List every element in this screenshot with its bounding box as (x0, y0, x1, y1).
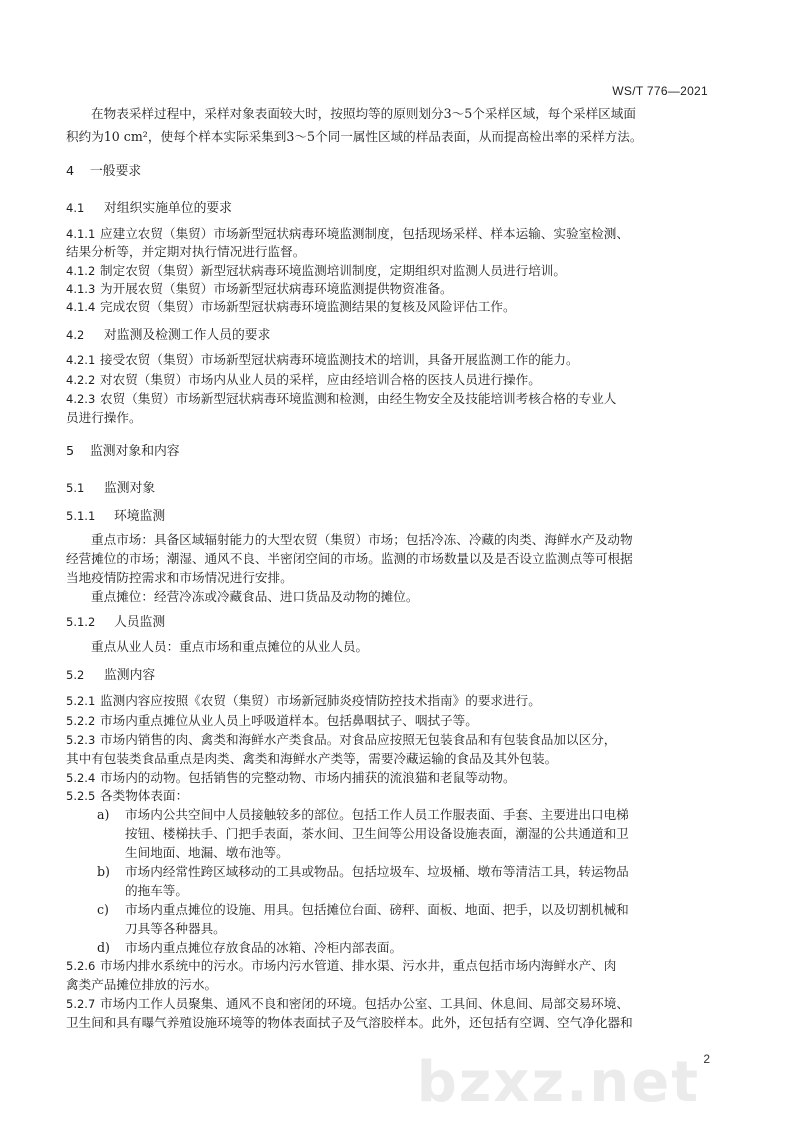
clause-text: 应建立农贸（集贸）市场新型冠状病毒环境监测制度，包括现场采样、样本运输、实验室检测、 (100, 226, 629, 241)
clause-5-2-6-cont: 禽类产品摊位排放的污水。 (66, 977, 218, 992)
clause-4-1-4 (66, 299, 516, 315)
section-5-1-2-heading (66, 614, 165, 631)
section-number: 5 (66, 444, 75, 459)
clause-5-2-6 (66, 958, 616, 974)
clause-5-2-5 (66, 788, 188, 804)
list-item-d (97, 940, 402, 956)
intro-line-1: 在物表采样过程中，采样对象表面较大时，按照均等的原则划分3～5个采样区域，每个采样区域面 (91, 106, 636, 121)
page-number: 2 (703, 1052, 710, 1066)
section-5-2-heading (66, 667, 155, 684)
clause-4-2-2 (66, 372, 541, 388)
clause-5-2-3-cont: 其中有包装类食品重点是肉类、禽类和海鲜水产类等，需要冷藏运输的食品及其外包装。 (66, 751, 558, 766)
clause-number: 5.2.1 (66, 694, 96, 708)
clause-text: 各类物体表面： (100, 788, 189, 803)
section-title: 监测对象 (104, 481, 156, 496)
clause-4-2-3 (66, 391, 616, 407)
env-para-2: 重点摊位：经营冷冻或冷藏食品、进口货品及动物的摊位。 (91, 589, 419, 604)
clause-text: 市场内工作人员聚集、通风不良和密闭的环境。包括办公室、工具间、休息间、局部交易环境、 (100, 996, 629, 1011)
clause-number: 4.1.3 (66, 282, 96, 296)
list-marker: c) (97, 902, 109, 917)
clause-4-1-3 (66, 281, 453, 297)
section-number: 4.2 (66, 328, 85, 342)
clause-number: 5.2.2 (66, 714, 96, 728)
list-item-text: 市场内重点摊位存放食品的冰箱、冷柜内部表面。 (125, 940, 403, 955)
list-item-c (97, 902, 629, 918)
list-item-text: 市场内公共空间中人员接触较多的部位。包括工作人员工作服表面、手套、主要进出口电梯 (125, 807, 629, 822)
section-number: 5.1 (66, 481, 85, 495)
clause-5-2-7-cont: 卫生间和具有曝气养殖设施环境等的物体表面拭子及气溶胶样本。此外，还包括有空调、空气净化器和 (66, 1015, 633, 1030)
list-marker: b) (97, 864, 110, 879)
clause-4-1-1 (66, 226, 629, 242)
person-para: 重点从业人员：重点市场和重点摊位的从业人员。 (91, 639, 369, 654)
clause-5-2-7 (66, 996, 629, 1012)
list-item-a (97, 807, 629, 823)
section-4-heading (66, 164, 141, 180)
section-title: 人员监测 (114, 615, 166, 630)
section-number: 4.1 (66, 201, 85, 215)
clause-text: 市场内的动物。包括销售的完整动物、市场内捕获的流浪猫和老鼠等动物。 (100, 770, 516, 785)
clause-text: 为开展农贸（集贸）市场新型冠状病毒环境监测提供物资准备。 (100, 281, 453, 296)
section-5-1-heading (66, 480, 155, 497)
document-code: WS/T 776—2021 (612, 84, 708, 98)
env-para-line-2: 经营摊位的市场；潮湿、通风不良、半密闭空间的市场。监测的市场数量以及是否设立监测点等可根据 (66, 551, 633, 566)
list-item-b-cont: 的拖车等。 (125, 883, 188, 898)
list-item-text: 市场内经常性跨区域移动的工具或物品。包括垃圾车、垃圾桶、墩布等清洁工具，转运物品 (125, 864, 629, 879)
clause-5-2-1 (66, 693, 541, 709)
section-4-2-heading (66, 327, 270, 344)
section-5-1-1-heading (66, 508, 165, 525)
list-item-a-cont-2: 生间地面、地漏、墩布池等。 (125, 845, 289, 860)
clause-5-2-2 (66, 713, 478, 729)
clause-number: 5.2.4 (66, 771, 96, 785)
clause-5-2-4 (66, 770, 516, 786)
list-item-a-cont-1: 按钮、楼梯扶手、门把手表面，茶水间、卫生间等公用设备设施表面，潮湿的公共通道和卫 (125, 826, 629, 841)
section-number: 4 (66, 164, 75, 179)
clause-4-2-1 (66, 352, 579, 368)
env-para-line-3: 当地疫情防控需求和市场情况进行安排。 (66, 570, 293, 585)
clause-text: 制定农贸（集贸）新型冠状病毒环境监测培训制度，定期组织对监测人员进行培训。 (100, 263, 566, 278)
section-title: 监测内容 (104, 668, 156, 683)
clause-4-1-2 (66, 263, 566, 279)
intro-line-2: 积约为10 cm²，使每个样本实际采集到3～5个同一属性区域的样品表面，从而提高检出率的采样方法。 (66, 129, 643, 144)
env-para-line-1: 重点市场：具备区域辐射能力的大型农贸（集贸）市场；包括冷冻、冷藏的肉类、海鲜水产及动物 (91, 532, 633, 547)
list-item-text: 市场内重点摊位的设施、用具。包括摊位台面、磅秤、面板、地面、把手，以及切割机械和 (125, 902, 629, 917)
clause-text: 完成农贸（集贸）市场新型冠状病毒环境监测结果的复核及风险评估工作。 (100, 299, 516, 314)
section-title: 监测对象和内容 (90, 444, 180, 459)
clause-number: 4.1.1 (66, 227, 96, 241)
clause-text: 市场内销售的肉、禽类和海鲜水产类食品。对食品应按照无包装食品和有包装食品加以区分， (100, 732, 617, 747)
list-marker: d) (97, 940, 110, 955)
section-number: 5.1.2 (66, 615, 96, 629)
clause-number: 4.2.2 (66, 373, 96, 387)
clause-number: 4.1.2 (66, 264, 96, 278)
section-number: 5.1.1 (66, 509, 96, 523)
clause-text: 监测内容应按照《农贸（集贸）市场新冠肺炎疫情防控技术指南》的要求进行。 (100, 693, 541, 708)
clause-4-2-3-cont: 员进行操作。 (66, 410, 142, 425)
list-marker: a) (97, 807, 110, 822)
clause-number: 5.2.3 (66, 733, 96, 747)
clause-5-2-3 (66, 732, 616, 748)
clause-number: 4.1.4 (66, 300, 96, 314)
clause-number: 5.2.6 (66, 959, 96, 973)
section-title: 对组织实施单位的要求 (104, 201, 232, 216)
section-title: 对监测及检测工作人员的要求 (104, 328, 271, 343)
clause-text: 接受农贸（集贸）市场新型冠状病毒环境监测技术的培训，具备开展监测工作的能力。 (100, 352, 579, 367)
clause-number: 4.2.1 (66, 353, 96, 367)
clause-number: 5.2.5 (66, 789, 96, 803)
clause-text: 市场内排水系统中的污水。市场内污水管道、排水渠、污水井，重点包括市场内海鲜水产、肉 (100, 958, 617, 973)
clause-4-1-1-cont: 结果分析等，并定期对执行情况进行监督。 (66, 244, 306, 259)
clause-text: 市场内重点摊位从业人员上呼吸道样本。包括鼻咽拭子、咽拭子等。 (100, 713, 478, 728)
list-item-c-cont: 刀具等各种器具。 (125, 921, 226, 936)
section-5-heading (66, 444, 180, 460)
section-title: 环境监测 (114, 509, 166, 524)
list-item-b (97, 864, 629, 880)
clause-number: 5.2.7 (66, 997, 96, 1011)
section-title: 一般要求 (90, 164, 142, 179)
watermark: bzxz.net (416, 1050, 700, 1115)
section-4-1-heading (66, 200, 232, 217)
section-number: 5.2 (66, 668, 85, 682)
clause-text: 对农贸（集贸）市场内从业人员的采样，应由经培训合格的医技人员进行操作。 (100, 372, 541, 387)
clause-number: 4.2.3 (66, 392, 96, 406)
clause-text: 农贸（集贸）市场新型冠状病毒环境监测和检测，由经生物安全及技能培训考核合格的专业人 (100, 391, 617, 406)
